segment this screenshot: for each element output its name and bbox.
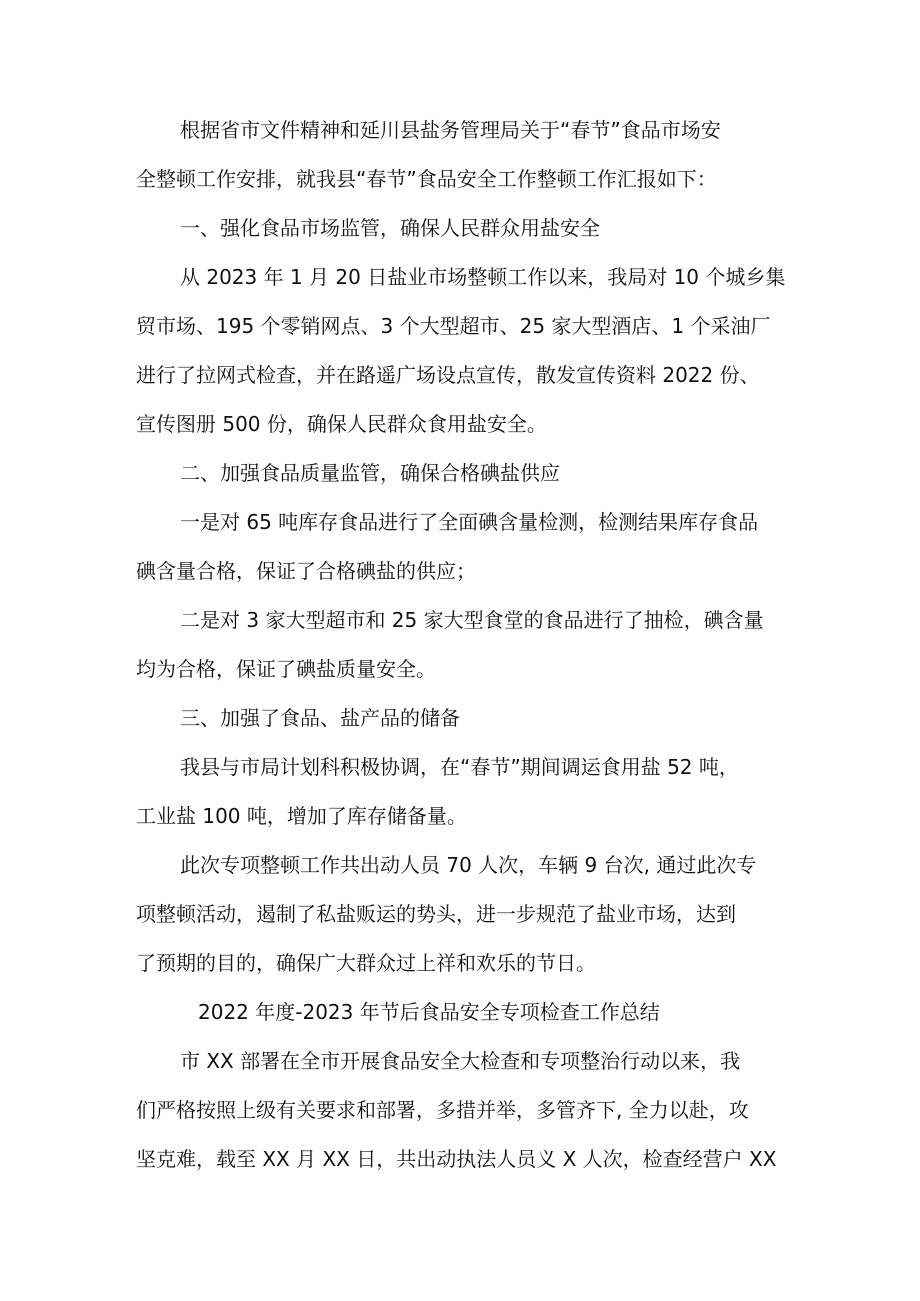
section-heading: 二、加强食品质量监管，确保合格碘盐供应 xyxy=(180,461,560,485)
paragraph-line: 均为合格，保证了碘盐质量安全。 xyxy=(136,657,436,681)
section-heading: 三、加强了食品、盐产品的储备 xyxy=(180,706,460,730)
paragraph-line: 了预期的目的，确保广大群众过上祥和欢乐的节日。 xyxy=(136,951,596,975)
paragraph-line: 此次专项整顿工作共出动人员 70 人次，车辆 9 台次, 通过此次专 xyxy=(180,853,757,877)
paragraph-line: 我县与市局计划科积极协调，在“春节”期间调运食用盐 52 吨， xyxy=(180,755,739,779)
paragraph-line: 一是对 65 吨库存食品进行了全面碘含量检测，检测结果库存食品 xyxy=(180,510,759,534)
paragraph-line: 贸市场、195 个零销网点、3 个大型超市、25 家大型酒店、1 个采油厂 xyxy=(136,314,771,338)
paragraph-line: 二是对 3 家大型超市和 25 家大型食堂的食品进行了抽检，碘含量 xyxy=(180,608,764,632)
paragraph-line: 根据省市文件精神和延川县盐务管理局关于“春节”食品市场安 xyxy=(180,118,721,142)
paragraph-line: 市 XX 部署在全市开展食品安全大检查和专项整治行动以来，我 xyxy=(180,1049,741,1073)
paragraph-line: 碘含量合格，保证了合格碘盐的供应； xyxy=(136,559,476,583)
paragraph-line: 从 2023 年 1 月 20 日盐业市场整顿工作以来，我局对 10 个城乡集 xyxy=(180,265,786,289)
section-heading: 一、强化食品市场监管，确保人民群众用盐安全 xyxy=(180,216,600,240)
paragraph-line: 坚克难，载至 XX 月 XX 日，共出动执法人员义 X 人次，检查经营户 XX xyxy=(136,1147,777,1171)
paragraph-line: 宣传图册 500 份，确保人民群众食用盐安全。 xyxy=(136,412,547,436)
document-title: 2022 年度-2023 年节后食品安全专项检查工作总结 xyxy=(198,1000,660,1024)
paragraph-line: 们严格按照上级有关要求和部署，多措并举，多管齐下, 全力以赴，攻 xyxy=(136,1098,749,1122)
paragraph-line: 全整顿工作安排，就我县“春节”食品安全工作整顿工作汇报如下： xyxy=(136,167,717,191)
paragraph-line: 工业盐 100 吨，增加了库存储备量。 xyxy=(136,804,467,828)
paragraph-line: 进行了拉网式检查，并在路遥广场设点宣传，散发宣传资料 2022 份、 xyxy=(136,363,760,387)
paragraph-line: 项整顿活动，遏制了私盐贩运的势头，进一步规范了盐业市场，达到 xyxy=(136,902,736,926)
